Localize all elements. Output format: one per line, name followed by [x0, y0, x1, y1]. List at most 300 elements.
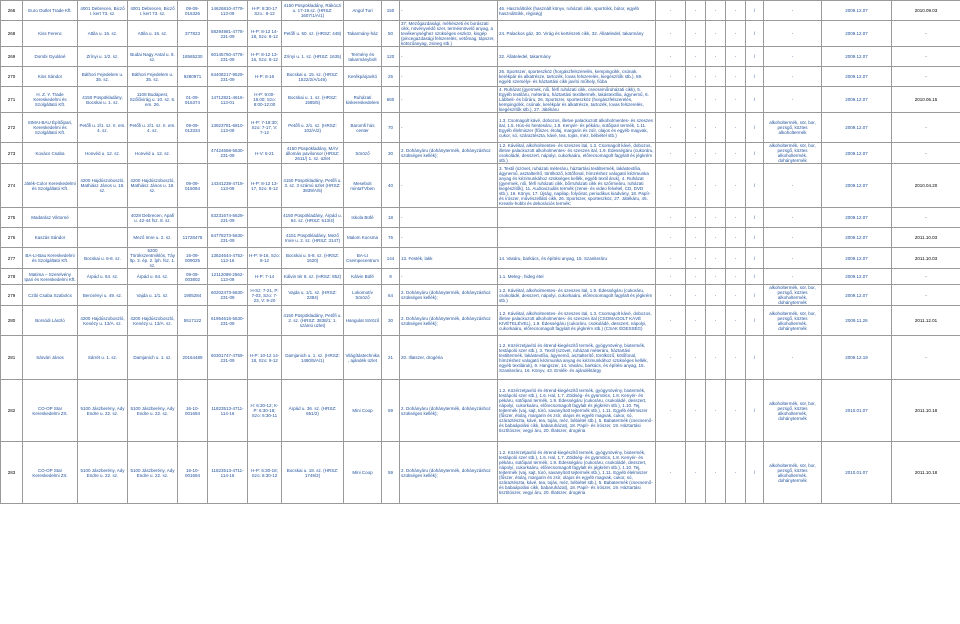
cell-modified-date: - [892, 67, 960, 87]
cell-mail-address: Mező Imre u. 2. sz. [128, 228, 178, 248]
cell-floor-area: 76 [382, 228, 400, 248]
cell-column-q: / [746, 47, 764, 67]
cell-product-list-b: 3. Textil (szövet, ruházati méteráru, háztartási textiltermék, lakástextília, ágynemű, asztalterítő, törölköző, kötőfonal, hímzéshez valogató kézimunka anyag és kézimunkához szükséges kellék, egyéb textil áruk), 4. Ruházat (gyermek, női, férfi ruházati cikk, bőrruházati cikk és szőrmeáru, ruházati kiegészítők), 11. Audiovizuális termék (zenei- és video felvétel, CD, DVD stb.), 16. Könyv, 17. Újság, napilap, folyóirat, periodikus kiadvány, 18. Papír- és írószer, művészellátó cikk, 26. Sportszer, sporteszköz, 27. Játékáru, 45. Kreatív-hobbi és dekorációs termék; [498, 164, 656, 208]
table-row [1, 442, 960, 504]
cell-modified-date: - [892, 21, 960, 47]
cell-column-q: / [746, 67, 764, 87]
cell-column-o: - [706, 208, 726, 228]
cell-shop-name: Mini Coop [344, 442, 382, 504]
cell-opening-hours: H-P: 6:30-18; Szo: 6:30-12 [248, 442, 282, 504]
cell-seat-address [78, 228, 128, 248]
cell-seat-address: Báthori Fejedelem u. 35. sz. [78, 67, 128, 87]
cell-product-list-a: - [400, 67, 498, 87]
cell-column-n: - [686, 87, 706, 113]
cell-mail-address: Budai Nagy Antal u. 8. sz. [128, 47, 178, 67]
cell-modified-date: - [892, 208, 960, 228]
cell-shop-address: Bocskai u. 18. sz. (HRSZ: 1749/2) [282, 442, 344, 504]
cell-column-n: - [686, 285, 706, 306]
cell-row-number: 281 [1, 336, 23, 380]
cell-company-name: Madarász Viktorné [23, 208, 78, 228]
cell-column-m: - [656, 269, 686, 285]
cell-opening-hours: H-P: 8-12 13-17, Szo: 8-12 [248, 164, 282, 208]
cell-mail-address: Árpád u. 64. sz. [128, 269, 178, 285]
cell-modified-date: - [892, 113, 960, 143]
cell-column-n: - [686, 47, 706, 67]
cell-column-q: / [746, 164, 764, 208]
cell-product-list-b [498, 228, 656, 248]
cell-column-o: - [706, 336, 726, 380]
cell-product-list-b: 1.2. Közérzetjavító és étrend-kiegészítő termék, gyógynövény, biotermék, testápoló szer stb.), 1.6. Hal, 1.7. Zöldség- és gyümölcs, 1.8. Kenyér- és pékáru, sütőipari termék, 1.9. Édességáru (cukoráru, csokoládé, desszert, nápolyi, cukorkaáru, előrecsomagolt fagylalt és jégkrém stb.), 1.10. Tej, tejtermék (vaj, sajt, túró, savanyított tejtermék stb.), 1.11. Egyéb élelmiszer (fűszer, étolaj, margarin és zsír, olajos és egyéb magvak, cukor, só, száraztészta, kávé, tea, tojás, méz, bébiétel stb.), 5. Babatermék (csecsemő- és babaápolási cikk, babaruházat), 18. Papír- és írószer, 19. Háztartási tisztítószer, vegyi áru, 20. Illatszer, drogéria [498, 442, 656, 504]
cell-column-o: - [706, 306, 726, 336]
cell-registration-number: 20164489 [178, 336, 208, 380]
cell-column-p: - [726, 87, 746, 113]
cell-column-m: - [656, 380, 686, 442]
cell-column-o: - [706, 143, 726, 164]
cell-shop-address: 4151 Püspökladány, Mező Imre u. 2. sz. (HRSZ: 3147) [282, 228, 344, 248]
cell-column-n: - [686, 269, 706, 285]
cell-modified-date: 2011.10.03 [892, 248, 960, 269]
cell-row-number: 268 [1, 21, 23, 47]
cell-registration-number: 377823 [178, 21, 208, 47]
cell-tax-number: 64408217-9529-231-09 [208, 67, 248, 87]
cell-registration-number [178, 143, 208, 164]
cell-seat-address: 4200 Hajdúszoboszló, Mathiász János u. 18. sz. [78, 164, 128, 208]
table-row [1, 380, 960, 442]
cell-shop-address: Petőfi u. 50. sz. (HRSZ: 448) [282, 21, 344, 47]
cell-column-m: - [656, 442, 686, 504]
cell-tax-number: 14712821-4616-113-01 [208, 87, 248, 113]
table-row [1, 67, 960, 87]
cell-seat-address: Sárrét u. 1. sz. [78, 336, 128, 380]
cell-column-p: - [726, 67, 746, 87]
cell-column-m: - [656, 208, 686, 228]
cell-row-number: 272 [1, 113, 23, 143]
table-row [1, 208, 960, 228]
cell-shop-address: Árpád u. 36. sz. (HRSZ: 651/2) [282, 380, 344, 442]
cell-seat-address: 4150 Püspökladány, Bocskai u. 1. sz. [78, 87, 128, 113]
cell-product-list-a: 2. Dohányáru (dohánytermék, dohányzáshoz szükséges kellék); [400, 143, 498, 164]
cell-column-p: - [726, 306, 746, 336]
cell-column-q: / [746, 21, 764, 47]
cell-product-list-a: 13. Festék, lakk [400, 248, 498, 269]
cell-row-number: 278 [1, 269, 23, 285]
cell-product-list-b: 1.2. Kávéital, alkoholmentes- és szeszes ital, 1.3. Csomagolt kávé, dobozos, illetve palackozott alkoholmentes- és szeszes ital (CSOMAGOLT KÁVÉ KIVÉTELÉVEL), 1.9. Édességáru (cukoráru, csokoládé, desszert, nápolyi, cukorkaáru, előrecsomagolt fagylalt és jégkrém stb.) (CSAK ÉDESSÉG) [498, 306, 656, 336]
cell-modified-date: - [892, 269, 960, 285]
cell-opening-hours: H-P: 8:30-17 Szo.: 8-12 [248, 1, 282, 21]
cell-column-p: - [726, 380, 746, 442]
cell-excise-products: - [764, 21, 822, 47]
cell-column-o: - [706, 1, 726, 21]
cell-column-n: - [686, 380, 706, 442]
cell-column-n: - [686, 21, 706, 47]
cell-registration-number: 16-10-001694 [178, 442, 208, 504]
cell-seat-address: Árpád u. 64. sz. [78, 269, 128, 285]
cell-company-name: SIMAI-BAU Építőipari, Kereskedelmi és Szolgáltató Kft. [23, 113, 78, 143]
registry-rows [1, 1, 960, 504]
cell-excise-products: - [764, 87, 822, 113]
cell-product-list-a: 2. Dohányáru (dohánytermék, dohányzáshoz szükséges kellék); [400, 306, 498, 336]
cell-column-m: - [656, 87, 686, 113]
table-row [1, 248, 960, 269]
cell-opening-hours: H-V: 5-21 [248, 143, 282, 164]
cell-product-list-b: 1.2. Kávéital, alkoholmentes- és szeszes ital, 1.9. Édességáru (cukoráru, csokoládé, desszert, nápolyi, cukorkaáru, előrecsomagolt fagylalt és jégkrém stb.) [498, 285, 656, 306]
cell-column-m: - [656, 285, 686, 306]
cell-modified-date: 2010.04.20 [892, 164, 960, 208]
cell-column-o: - [706, 113, 726, 143]
cell-product-list-b: 32. Állateledel, takarmány [498, 47, 656, 67]
cell-registered-date: 2009.11.26 [822, 306, 892, 336]
cell-company-name: Dombi Gyuláné [23, 47, 78, 67]
cell-mail-address: 4028 Debrecen, Apafi u. 42-44 fsz. 8. sz. [128, 208, 178, 228]
cell-excise-products: - [764, 248, 822, 269]
cell-excise-products: alkoholtermék, sör, bor, pezsgő, köztes alkoholtermék, dohánytermék [764, 143, 822, 164]
cell-opening-hours: H: 6:30-12; K-P: 6:30-18; Szo: 6:30-11 [248, 380, 282, 442]
cell-column-n: - [686, 248, 706, 269]
cell-shop-name: Angol Turi [344, 1, 382, 21]
cell-tax-number: 47424658-5630-231-09 [208, 143, 248, 164]
cell-product-list-b: 14. Vasáru, barkács, és építési anyag, 15. Szaniteráru [498, 248, 656, 269]
cell-seat-address: 4200 Hajdúszoboszló, Kenézy u. 13/A. sz. [78, 306, 128, 336]
cell-row-number: 277 [1, 248, 23, 269]
cell-column-q: / [746, 143, 764, 164]
cell-registered-date: 2009.12.07 [822, 87, 892, 113]
cell-excise-products: - [764, 269, 822, 285]
cell-shop-name: Malom Kocsma [344, 228, 382, 248]
cell-shop-address: Kálvin tér 8. sz. (HRSZ: 852) [282, 269, 344, 285]
cell-column-o: - [706, 442, 726, 504]
cell-seat-address: Attila u. 16. sz. [78, 21, 128, 47]
cell-column-m: - [656, 113, 686, 143]
cell-registered-date: 2009.12.07 [822, 164, 892, 208]
cell-registration-number: 18565230 [178, 47, 208, 67]
cell-company-name: Czibi Csaba Szabolcs [23, 285, 78, 306]
cell-modified-date: 2011.12.01 [892, 306, 960, 336]
cell-column-n: - [686, 164, 706, 208]
cell-company-name: Sárvári János [23, 336, 78, 380]
cell-floor-area: 144 [382, 248, 400, 269]
table-row [1, 336, 960, 380]
cell-column-p: - [726, 47, 746, 67]
cell-product-list-b: 1.2. Kávéital, alkoholmentes- és szeszes ital, 1.3. Csomagolt kávé, dobozos, illetve palackozott alkoholmentes- és szeszes ital, 1.9. Édességáru (cukoráru, csokoládé, desszert, nápolyi, cukorkaáru, előrecsomagolt fagylalt és jégkrém stb.) [499, 143, 654, 163]
cell-excise-products: - [764, 208, 822, 228]
cell-tax-number: 60145750-4778-231-09 [208, 47, 248, 67]
cell-column-p: - [726, 269, 746, 285]
cell-seat-address: Bocskai u. 6-8. sz. [78, 248, 128, 269]
cell-shop-name: Kerékpárjavító [344, 67, 382, 87]
cell-opening-hours: H-P: 7-18:30; Szo: 7-17, V: 7-12 [248, 113, 282, 143]
cell-opening-hours: H-P: 9-16, Szo: 8-12 [248, 248, 282, 269]
cell-company-name: BA-LI-Bau Kereskedelmi és Szolgáltató Kft. [23, 248, 78, 269]
cell-registration-number: 09-09-003802 [178, 269, 208, 285]
cell-product-list-b: 1.3. Csomagolt kávé, dobozos, illetve palackozott alkoholmentes- és szeszes ital, 1.5. Hús-és hentesáru, 1.8. Kenyér- és pékáru, sütőipari termék, 1.11. Egyéb élelmiszer (fűszer, étolaj, margarin és zsír, olajos és egyéb magvak, cukor, só, száraztészta, kávé, tea, tojás, méz, bébiétel stb.) [498, 113, 656, 143]
cell-mail-address: Báthori Fejedelem u. 35. sz. [128, 67, 178, 87]
cell-floor-area: 59 [382, 380, 400, 442]
table-row [1, 164, 960, 208]
cell-seat-address: Zrínyi u. 1/2. sz. [78, 47, 128, 67]
cell-shop-name: Világítástechnika, ajándék üzlet [344, 336, 382, 380]
cell-seat-address: Bercsényi u. 49. sz. [78, 285, 128, 306]
cell-registration-number: 1905284 [178, 285, 208, 306]
cell-mail-address: Vajda u. 1/1. sz. [128, 285, 178, 306]
cell-floor-area: 25 [382, 67, 400, 87]
cell-column-n: - [686, 67, 706, 87]
cell-seat-address: Petőfi u. 2/1. sz. II. em. 4. sz. [78, 113, 128, 143]
cell-column-q: / [746, 442, 764, 504]
cell-column-q: / [746, 1, 764, 21]
cell-seat-address: 5100 Jászberény, Ady Endre u. 22. sz. [78, 442, 128, 504]
cell-excise-products: alkoholtermék, sör, bor, pezsgő, köztes alkoholtermék, dohánytermék [764, 380, 822, 442]
cell-row-number: 280 [1, 306, 23, 336]
cell-opening-hours: H-P: 8-12 13-16, Szo: 8-12 [248, 47, 282, 67]
cell-product-list-b: 1.1. Meleg-, hideg étel [498, 269, 656, 285]
cell-registration-number: 09-09-016326 [178, 1, 208, 21]
cell-product-list-a: - [400, 1, 498, 21]
cell-product-list-a: 20. Illatszer, drogéria [400, 336, 498, 380]
cell-tax-number: 11823513-4711-114-16 [208, 442, 248, 504]
cell-modified-date: 2011.10.18 [892, 442, 960, 504]
cell-modified-date: 2010.06.15 [892, 87, 960, 113]
cell-shop-name: BA-LI Csempecentrum [344, 248, 382, 269]
cell-tax-number: 60301747-4759-231-09 [208, 336, 248, 380]
cell-column-o: - [706, 67, 726, 87]
cell-column-p: - [726, 228, 746, 248]
cell-product-list-a: - [400, 269, 498, 285]
cell-shop-name: Meseboit mintaTVben [344, 164, 382, 208]
cell-excise-products: - [764, 164, 822, 208]
cell-tax-number: 58294981-4778-231-09 [208, 21, 248, 47]
cell-floor-area: 30 [382, 306, 400, 336]
cell-shop-address: Bocskai u. 1. sz. (HRSZ: 1585/5) [282, 87, 344, 113]
cell-seat-address: 4001 Debrecen, Bicző I. kert 73. sz. [78, 1, 128, 21]
cell-mail-address: 1108 Budapest, Szőlővirág u. 10. sz. 6. em. 26. [128, 87, 178, 113]
cell-excise-products: - [764, 228, 822, 248]
cell-column-q: / [746, 208, 764, 228]
cell-company-name: Kaszás Sándor [23, 228, 78, 248]
cell-column-p: - [726, 442, 746, 504]
cell-modified-date: 2011.10.18 [892, 380, 960, 442]
cell-registered-date: 2009.12.07 [822, 228, 892, 248]
cell-column-m: - [656, 248, 686, 269]
cell-column-p: - [726, 1, 746, 21]
cell-product-list-a: - [400, 47, 498, 67]
cell-product-list-b: 46. Használtcikk (használt könyv, ruházati cikk, sportcikk, bútor, egyéb használtcikk, régiség) [498, 1, 656, 21]
cell-company-name: Matima – Szerelvény Ipari és Kereskedelmi Kft. [23, 269, 78, 285]
cell-floor-area: 9 [382, 269, 400, 285]
cell-registration-number: 09-09-013334 [178, 113, 208, 143]
cell-column-m: - [656, 336, 686, 380]
cell-floor-area: 50 [382, 21, 400, 47]
cell-registered-date: 2009.12.07 [822, 67, 892, 87]
cell-tax-number: 12112098-2562-113-09 [208, 269, 248, 285]
cell-column-m: - [656, 21, 686, 47]
cell-floor-area: 40 [382, 164, 400, 208]
table-row [1, 113, 960, 143]
cell-column-o: - [706, 164, 726, 208]
cell-mail-address: Honvéd u. 12. sz. [128, 143, 178, 164]
cell-opening-hours [248, 208, 282, 228]
cell-company-name: Játék-Color Kereskedelmi és Szolgáltató Kft. [23, 164, 78, 208]
cell-company-name: Euro Outlet Trade Kft. [23, 1, 78, 21]
cell-row-number: 266 [1, 1, 23, 21]
cell-column-m: - [656, 67, 686, 87]
cell-column-p: - [726, 21, 746, 47]
cell-product-list-a: 2. Dohányáru (dohánytermék, dohányzáshoz szükséges kellék); [400, 442, 498, 504]
cell-floor-area: 70 [382, 113, 400, 143]
cell-row-number: 269 [1, 47, 23, 67]
cell-product-list-b: 4. Ruházat (gyermek, női, férfi ruházati cikk, csecsemőruházati cikk), 5. Egyéb textiláru, méteráru, háztartási textiltermék, lakástextília, ágynemű, 6. Lábbeli- és bőráru, 26. Sportszer, sporteszköz (horgászfelszerelés, kempingcikk, csónak, kerékpár és alkatrésze, tartozék, lovas felszerelés, kiegészítők stb.), 27. Játékáru [498, 87, 656, 113]
cell-column-o: - [706, 380, 726, 442]
cell-row-number: 273 [1, 143, 23, 164]
cell-floor-area: 150 [382, 1, 400, 21]
cell-registration-number: 09-09-015084 [178, 164, 208, 208]
cell-row-number: 276 [1, 228, 23, 248]
cell-mail-address: Damjanich u. 1. sz. [128, 336, 178, 380]
cell-company-name: H. Z. Y. Trade Kereskedelmi és Szolgáltató Kft. [23, 87, 78, 113]
cell-opening-hours: H-Sz: 7-21, P: 7-03, Szo: 7-23, V: 9-20 [248, 285, 282, 306]
cell-shop-address: 4150 Püspökladány, Petőfi u. 3. sz. 3 számú üzlet (HRSZ: 3839/A/5) [282, 164, 344, 208]
table-row [1, 269, 960, 285]
table-row [1, 87, 960, 113]
cell-tax-number: 14341238-4719-113-09 [208, 164, 248, 208]
cell-mail-address: 4200 Hajdúszoboszló, Kenézy u. 13/A. sz. [128, 306, 178, 336]
cell-shop-address: 4150 Püspökladány, Árpád u. 64. sz. (HRSZ: 513/4) [282, 208, 344, 228]
cell-shop-address: 4150 Püspökladány, Rákóczi u. 17-19.sz. (HRSZ: 1607/1/A/1) [282, 1, 344, 21]
cell-opening-hours [248, 306, 282, 336]
cell-product-list-a: - [400, 208, 498, 228]
cell-shop-name: Takarmány-ház [344, 21, 382, 47]
cell-modified-date: - [892, 143, 960, 164]
cell-registered-date: 2009.12.07 [822, 113, 892, 143]
cell-mail-address: 4001 Debrecen, Bicző I. kert 73. sz. [128, 1, 178, 21]
cell-excise-products: - [764, 47, 822, 67]
cell-product-list-a: - [400, 164, 498, 208]
cell-seat-address: 5100 Jászberény, Ady Endre u. 22. sz. [78, 380, 128, 442]
cell-column-n: - [686, 336, 706, 380]
cell-seat-address [78, 208, 128, 228]
cell-tax-number: 63231674-5629-231-09 [208, 208, 248, 228]
cell-mail-address: 5200 Törökszentmiklós, Táy ltp. 3. ép. 2. lph. fsz. 1. sz. [128, 248, 178, 269]
cell-modified-date: 2010.09.03 [892, 1, 960, 21]
cell-column-o: - [706, 87, 726, 113]
cell-shop-name: Kálvin Büfé [344, 269, 382, 285]
cell-shop-name: Baromfi hús center [344, 113, 382, 143]
cell-column-n: - [686, 442, 706, 504]
cell-product-list-a: 2. Dohányáru (dohánytermék, dohányzáshoz szükséges kellék); [400, 380, 498, 442]
cell-tax-number: 60202473-5630-231-09 [208, 285, 248, 306]
cell-column-m: - [656, 143, 686, 164]
cell-excise-products: - [764, 336, 822, 380]
cell-seat-address: Honvéd u. 12. sz. [78, 143, 128, 164]
table-row [1, 21, 960, 47]
cell-row-number: 275 [1, 208, 23, 228]
cell-shop-name: Lokomotív Söröző [344, 285, 382, 306]
cell-excise-products: - [764, 67, 822, 87]
table-row [1, 285, 960, 306]
table-row [1, 228, 960, 248]
cell-registration-number: 16-10-001694 [178, 380, 208, 442]
cell-mail-address: 4200 Hajdúszoboszló, Mathiász János u. 18. sz. [128, 164, 178, 208]
cell-modified-date: - [892, 336, 960, 380]
cell-company-name: Borsódi László [23, 306, 78, 336]
cell-shop-address: Bocskai u. 15. sz. (HRSZ: 1522/2/A/146) [282, 67, 344, 87]
cell-shop-address: Zrínyi u. 1. sz. (HRSZ: 1635) [282, 47, 344, 67]
cell-floor-area: 30 [382, 143, 400, 164]
cell-floor-area: 21 [382, 336, 400, 380]
table-row [1, 306, 960, 336]
cell-product-list-a: 37. Mezőgazdasági, méhészeti és borászati cikk, növényvédő szer, termésnövelő anyag, a tevékenységhez szükséges eszköz, kisgép (pincegazdasági felszerelés, vetőmag, tápszer, kötözőanyag, zsineg stb.) [400, 21, 498, 47]
cell-company-name: CO-OP Star Kereskedelmi Zrt. [23, 380, 78, 442]
table-row [1, 143, 960, 164]
cell-opening-hours: H-P: 8-12 14-18, Szo: 8-12 [248, 21, 282, 47]
cell-excise-products: - [764, 1, 822, 21]
cell-column-q: / [746, 113, 764, 143]
cell-shop-name: Hangulat Söröző [344, 306, 382, 336]
cell-opening-hours: H-P: 7-14 [248, 269, 282, 285]
cell-registration-number: 01-09-916374 [178, 87, 208, 113]
cell-column-p: - [726, 336, 746, 380]
cell-column-o: - [706, 228, 726, 248]
cell-registered-date: 2009.12.07 [822, 208, 892, 228]
cell-opening-hours: H-P: 8-16 [248, 67, 282, 87]
cell-row-number: 271 [1, 87, 23, 113]
cell-company-name: CO-OP Star Kereskedelmi Zrt. [23, 442, 78, 504]
cell-registered-date: 2009.12.07 [822, 285, 892, 306]
cell-column-q: / [746, 228, 764, 248]
cell-column-p: - [726, 285, 746, 306]
cell-product-list-b: 1.2. Közérzetjavító és étrend-kiegészítő termék, gyógynövény, biotermék, testápoló szer stb.), 3. Textil (szövet, ruházati méteráru, háztartási textiltermék, lakástextília, ágynemű, asztalterítő, törölköző, kötőfonal, hímzéshez valogató kézimunka anyag és kézimunkához szükséges kellék, egyéb textiláruk), 9. Hangszer, 14. Vasáru, barkács, és építési anyag, 15. Szaniteráru, 16. Könyv, 43. Emlék- és ajándéktárgy [498, 336, 656, 380]
cell-row-number: 270 [1, 67, 23, 87]
cell-column-q: / [746, 336, 764, 380]
cell-column-n: - [686, 1, 706, 21]
cell-modified-date: - [892, 47, 960, 67]
cell-tax-number: 13824644-4752-113-16 [208, 248, 248, 269]
cell-registered-date: 2009.12.07 [822, 47, 892, 67]
cell-column-m: - [656, 1, 686, 21]
cell-column-p: - [726, 143, 746, 164]
cell-modified-date: 2011.10.03 [892, 228, 960, 248]
cell-registered-date: 2009.12.07 [822, 269, 892, 285]
cell-column-q: / [746, 285, 764, 306]
cell-column-n: - [686, 306, 706, 336]
cell-company-name: Kiss Ferenc [23, 21, 78, 47]
cell-excise-products: alkoholtermék, sör, bor, pezsgő, köztes alkoholtermék [764, 113, 822, 143]
cell-shop-name: Iskola Büfé [344, 208, 382, 228]
cell-excise-products: alkoholtermék, sör, bor, pezsgő, köztes alkoholtermék, dohánytermék [764, 442, 822, 504]
cell-floor-area: 18 [382, 208, 400, 228]
cell-floor-area: 120 [382, 47, 400, 67]
cell-company-name: Kovács Csaba [23, 143, 78, 164]
cell-column-p: - [726, 248, 746, 269]
cell-column-n: - [686, 143, 706, 164]
cell-registered-date: 2009.12.07 [822, 248, 892, 269]
cell-shop-address: Petőfi u. 2/1. sz. (HRSZ: 102/A/2) [282, 113, 344, 143]
cell-mail-address: 5100 Jászberény, Ady Endre u. 22. sz. [128, 380, 178, 442]
cell-tax-number: 13923781-6810-113-09 [208, 113, 248, 143]
cell-opening-hours: H-P: 9:00-18.00; Szo: 8:00-12:00 [248, 87, 282, 113]
cell-product-list-b: 24. Palackos gáz, 30. Virág és kertészeti cikk, 32. Állateledel, takarmány [498, 21, 656, 47]
cell-column-q: / [746, 248, 764, 269]
cell-shop-address: 4150 Püspökladány, Petőfi u. 2. sz. (HRSZ: 3838/1; 1. számú üzlet) [282, 306, 344, 336]
cell-column-o: - [706, 285, 726, 306]
cell-company-name: Kiss Sándor [23, 67, 78, 87]
cell-column-p: - [726, 164, 746, 208]
cell-tax-number: 14626810-4779-113-09 [208, 1, 248, 21]
cell-registered-date: 2009.12.07 [822, 143, 892, 164]
cell-shop-name: Termény és takarmánybolt [344, 47, 382, 67]
cell-column-o: - [706, 47, 726, 67]
cell-product-list-a: - [400, 87, 498, 113]
cell-mail-address: Attila u. 16. sz. [128, 21, 178, 47]
